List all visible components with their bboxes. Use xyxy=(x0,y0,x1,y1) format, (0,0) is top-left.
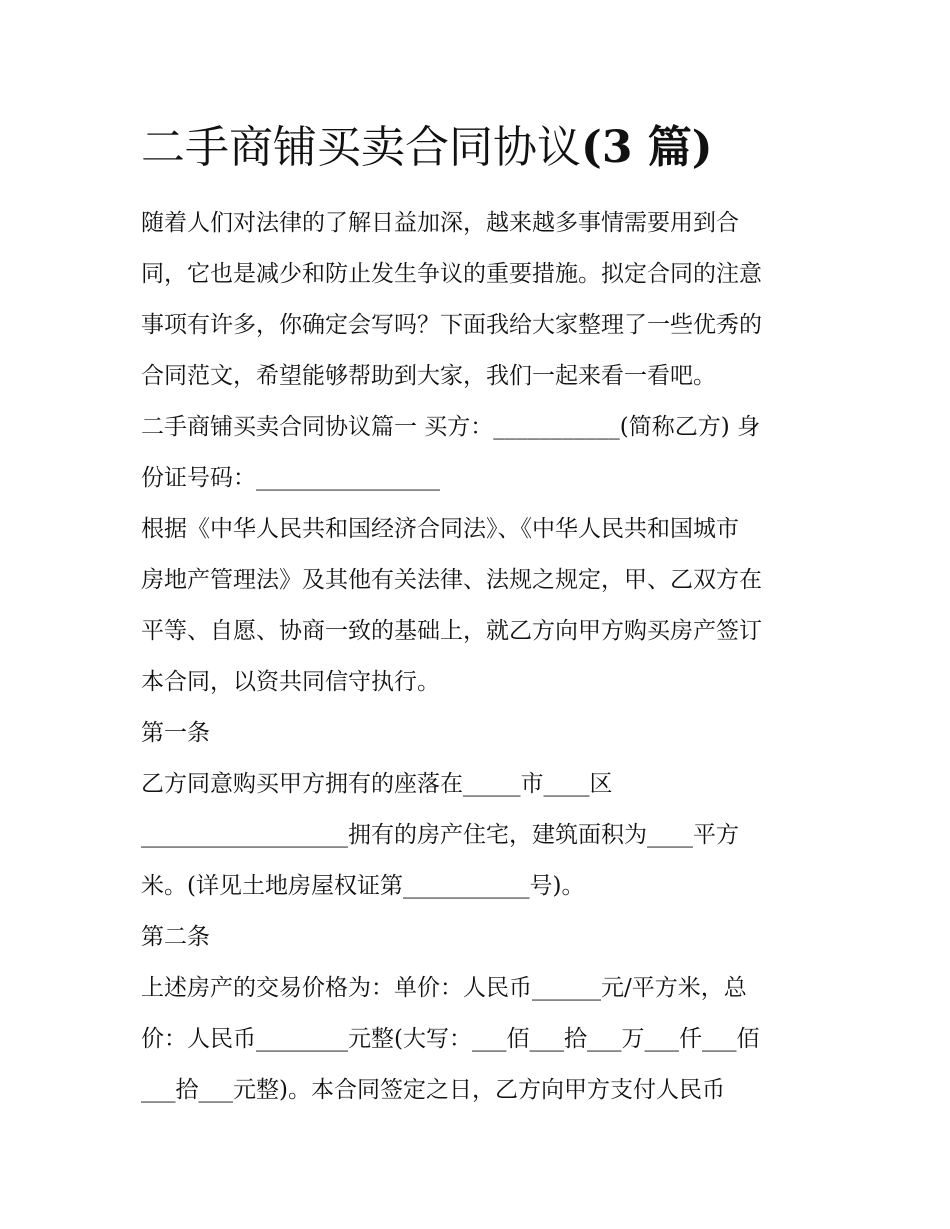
document-title xyxy=(141,118,841,178)
text-line: 根据《中华人民共和国经济合同法》、《中华人民共和国城市 xyxy=(141,516,739,542)
text-line: 价：人民币________元整(大写：___佰___拾___万___仟___佰 xyxy=(141,1026,760,1052)
text-line: 米。(详见土地房屋权证第___________号)。 xyxy=(141,873,585,899)
text-line: 上述房产的交易价格为：单价：人民币______元/平方米，总 xyxy=(141,975,747,1001)
title-suffix: (3 篇) xyxy=(581,122,713,173)
text-line: ___拾___元整)。本合同签定之日，乙方向甲方支付人民币 xyxy=(141,1077,725,1103)
title-main: 二手商铺买卖合同协议 xyxy=(141,122,581,173)
text-line: 随着人们对法律的了解日益加深，越来越多事情需要用到合 xyxy=(141,210,739,236)
section-heading: 第一条 xyxy=(141,720,210,746)
section-heading: 第二条 xyxy=(141,924,210,950)
document-body xyxy=(141,198,831,1116)
text-line: 同，它也是减少和防止发生争议的重要措施。拟定合同的注意 xyxy=(141,261,762,287)
text-line: 房地产管理法》及其他有关法律、法规之规定，甲、乙双方在 xyxy=(141,567,762,593)
text-line: 事项有许多，你确定会写吗？下面我给大家整理了一些优秀的 xyxy=(141,312,762,338)
text-line: __________________拥有的房产住宅，建筑面积为____平方 xyxy=(141,822,739,848)
text-line: 本合同，以资共同信守执行。 xyxy=(141,669,440,695)
text-line: 合同范文，希望能够帮助到大家，我们一起来看一看吧。 xyxy=(141,363,716,389)
text-line: 乙方同意购买甲方拥有的座落在_____市____区 xyxy=(141,771,613,797)
text-line: 平等、自愿、协商一致的基础上，就乙方向甲方购买房产签订 xyxy=(141,618,762,644)
text-line: 二手商铺买卖合同协议篇一 买方：___________(简称乙方) 身 xyxy=(141,414,761,440)
text-line: 份证号码：________________ xyxy=(141,465,440,491)
